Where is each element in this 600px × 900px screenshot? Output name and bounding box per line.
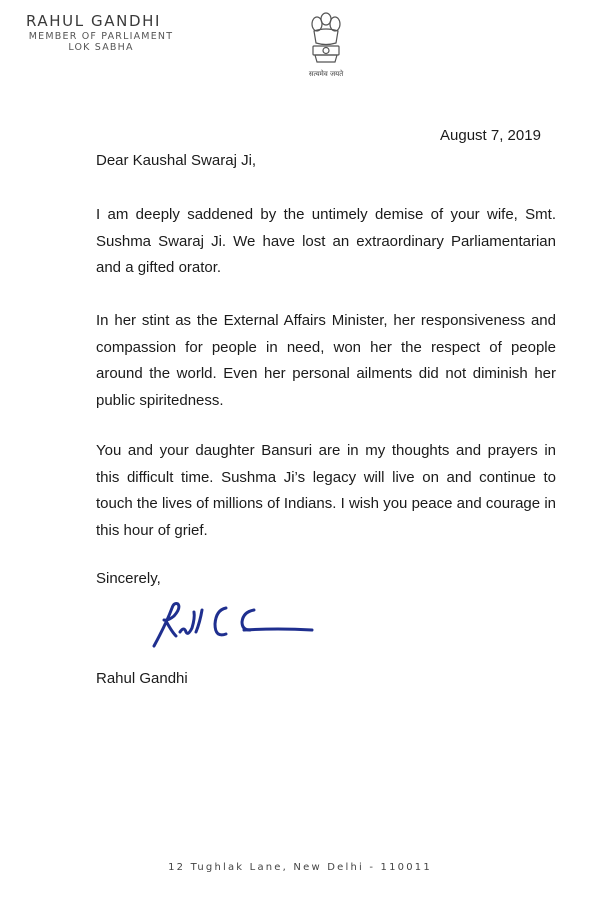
paragraph-1 [96, 202, 556, 282]
paragraph-3 [96, 438, 556, 544]
handwritten-signature [148, 588, 318, 658]
letterhead-house: LOK SABHA [68, 42, 134, 53]
signer-name: Rahul Gandhi [96, 670, 188, 687]
closing: Sincerely, [96, 570, 161, 587]
letterhead [26, 12, 176, 53]
letterhead-name: RAHUL GANDHI [26, 12, 162, 30]
paragraph-text: You and your daughter Bansuri are in my thoughts and prayers in this difficult time. Sushma Ji’s legacy will live on and continue to touch the lives of millions of Indians. I wish you peace and courage in this hour of grief. [96, 442, 556, 539]
paragraph-text: I am deeply saddened by the untimely demise of your wife, Smt. Sushma Swaraj Ji. We have lost an extraordinary Parliamentarian and a gifted orator. [96, 206, 556, 276]
state-emblem-icon [305, 10, 347, 78]
paragraph-2 [96, 308, 556, 414]
letterhead-title: MEMBER OF PARLIAMENT [28, 31, 174, 42]
emblem-caption: सत्यमेव जयते [308, 70, 344, 78]
salutation: Dear Kaushal Swaraj Ji, [96, 152, 257, 169]
footer-address: 12 Tughlak Lane, New Delhi - 110011 [168, 862, 432, 873]
letter-date: August 7, 2019 [440, 127, 541, 144]
paragraph-text: In her stint as the External Affairs Minister, her responsiveness and compassion for people in need, won her the respect of people around the world. Even her personal ailments did not diminish her public spiritedness. [96, 312, 556, 409]
